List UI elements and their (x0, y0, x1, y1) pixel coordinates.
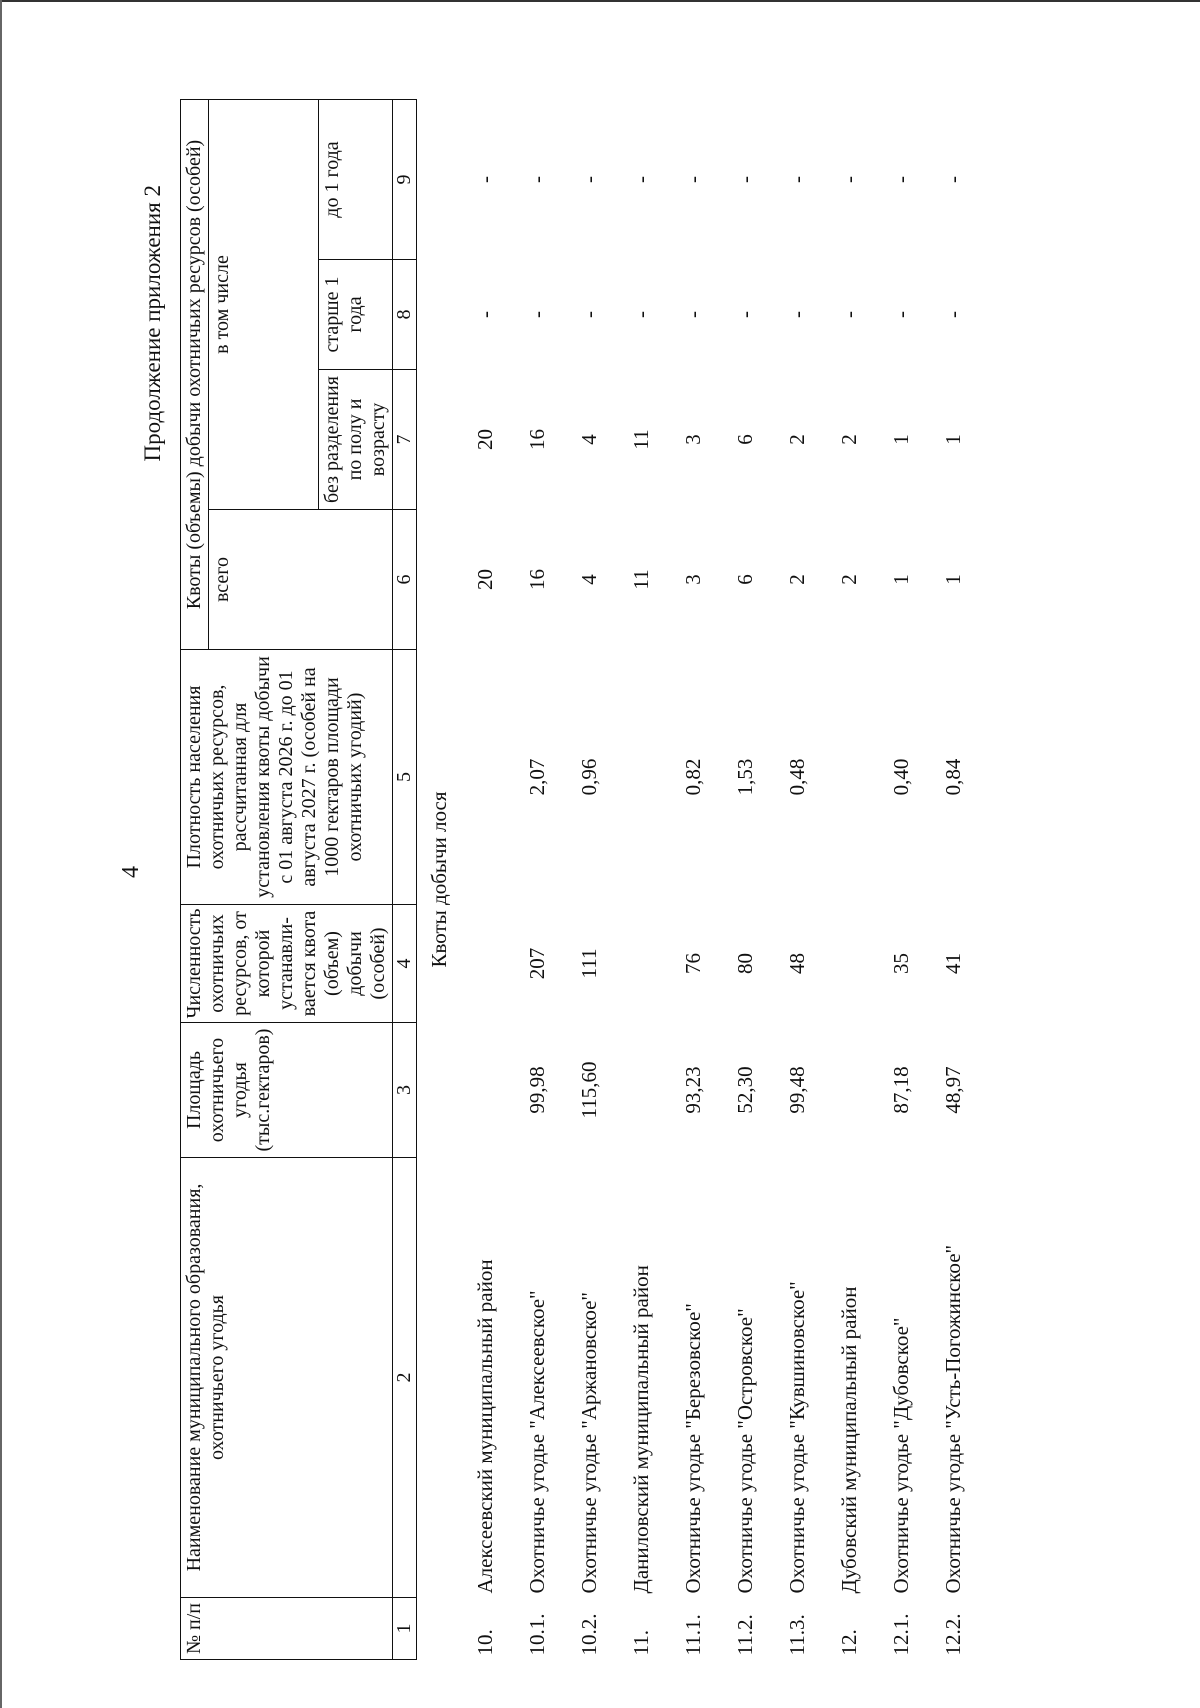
row-population: 111 (577, 948, 602, 979)
row-quota-older: - (577, 311, 602, 318)
appendix-title: Продолжение приложения 2 (140, 185, 165, 462)
row-quota-total: 2 (785, 574, 810, 585)
row-quota-no-sex-age: 20 (473, 429, 498, 450)
row-quota-older: - (733, 311, 758, 318)
row-area: 93,23 (681, 1066, 706, 1114)
row-number: 11. (629, 1630, 654, 1656)
row-quota-younger: - (473, 176, 498, 183)
row-quota-younger: - (629, 176, 654, 183)
row-number: 11.2. (733, 1614, 758, 1656)
row-quota-older: - (525, 311, 550, 318)
section-title: Квоты добычи лося (427, 791, 451, 968)
row-density (459, 650, 511, 905)
table-row (823, 100, 875, 1660)
row-quota-younger: - (889, 176, 914, 183)
col-header-including: в том числе (209, 100, 319, 510)
row-area: 115,60 (577, 1061, 602, 1119)
column-number: 5 (393, 650, 417, 905)
row-population (459, 905, 511, 1023)
row-quota-younger: - (941, 176, 966, 183)
row-density: 2,07 (525, 758, 550, 796)
row-name: Даниловский муниципальный район (629, 1265, 654, 1594)
row-population: 76 (681, 953, 706, 974)
row-name: Охотничье угодье "Алексеевское" (525, 1290, 550, 1594)
row-population: 48 (785, 953, 810, 974)
row-name: Охотничье угодье "Дубовское" (889, 1317, 914, 1594)
row-quota-total: 1 (941, 574, 966, 585)
row-quota-total: 2 (837, 574, 862, 585)
table-row (927, 100, 979, 1660)
table-row (771, 100, 823, 1660)
col-header-total: всего (209, 510, 393, 650)
row-number: 12.2. (941, 1613, 966, 1656)
row-quota-younger: - (837, 176, 862, 183)
row-area (459, 1023, 511, 1158)
row-population: 41 (941, 953, 966, 974)
row-area: 48,97 (941, 1066, 966, 1114)
row-area (615, 1023, 667, 1158)
row-number: 10. (473, 1629, 498, 1656)
row-number: 10.2. (577, 1613, 602, 1656)
row-quota-older: - (941, 311, 966, 318)
col-header-younger: до 1 года (319, 100, 393, 260)
row-name: Алексеевский муниципальный район (473, 1259, 498, 1594)
row-density (615, 650, 667, 905)
table-row (667, 100, 719, 1660)
row-name: Охотничье угодье "Березовское" (681, 1303, 706, 1594)
col-header-no-sex-age: без разделения по полу и возрасту (319, 370, 393, 510)
table-body (417, 100, 980, 1660)
row-quota-younger: - (733, 176, 758, 183)
row-number: 11.3. (785, 1614, 810, 1656)
row-quota-no-sex-age: 4 (577, 434, 602, 445)
row-quota-total: 11 (629, 569, 654, 590)
row-density: 0,96 (577, 758, 602, 796)
table-row (563, 100, 615, 1660)
table-row (511, 100, 563, 1660)
table-row (459, 100, 511, 1660)
row-quota-older: - (629, 311, 654, 318)
row-quota-no-sex-age: 1 (889, 434, 914, 445)
row-population: 207 (525, 947, 550, 980)
column-number: 8 (393, 260, 417, 370)
col-header-name: Наименование муниципального образования, охотничьего угодья (181, 1158, 393, 1598)
column-number: 2 (393, 1158, 417, 1598)
col-header-density: Плотность населения охотничьих ресурсов, рассчитанная для установления квоты добычи с 01 августа 2026 г. до 01 августа 2027 г. (особей на 1000 гектаров площади охотничьих угодий) (181, 650, 393, 905)
row-quota-no-sex-age: 11 (629, 429, 654, 450)
row-quota-older: - (889, 311, 914, 318)
row-quota-no-sex-age: 1 (941, 434, 966, 445)
row-quota-older: - (837, 311, 862, 318)
row-area (823, 1023, 875, 1158)
row-quota-no-sex-age: 16 (525, 429, 550, 450)
row-quota-older: - (681, 311, 706, 318)
row-name: Охотничье угодье "Островское" (733, 1308, 758, 1594)
row-area: 99,48 (785, 1066, 810, 1114)
quota-table (180, 99, 979, 1660)
row-density: 0,48 (785, 758, 810, 796)
row-quota-older: - (785, 311, 810, 318)
row-quota-younger: - (525, 176, 550, 183)
row-quota-younger: - (577, 176, 602, 183)
row-quota-no-sex-age: 2 (837, 434, 862, 445)
row-population (823, 905, 875, 1023)
row-name: Охотничье угодье "Усть-Погожинское" (941, 1244, 966, 1594)
table-row (615, 100, 667, 1660)
row-population: 35 (889, 953, 914, 974)
col-header-quotas: Квоты (объемы) добычи охотничьих ресурсов (особей) (181, 100, 209, 650)
row-quota-younger: - (681, 176, 706, 183)
column-number-row (393, 100, 417, 1660)
row-area: 52,30 (733, 1066, 758, 1114)
row-name: Охотничье угодье "Аржановское" (577, 1292, 602, 1594)
row-population (615, 905, 667, 1023)
column-number: 3 (393, 1023, 417, 1158)
row-number: 10.1. (525, 1613, 550, 1656)
table-row (719, 100, 771, 1660)
row-quota-total: 4 (577, 574, 602, 585)
row-density (823, 650, 875, 905)
row-quota-no-sex-age: 3 (681, 434, 706, 445)
row-name: Охотничье угодье "Кувшиновское" (785, 1281, 810, 1594)
row-population: 80 (733, 953, 758, 974)
row-quota-total: 6 (733, 574, 758, 585)
section-row (417, 100, 460, 1660)
row-name: Дубовский муниципальный район (837, 1286, 862, 1594)
row-density: 0,84 (941, 758, 966, 796)
column-number: 4 (393, 905, 417, 1023)
row-density: 0,40 (889, 758, 914, 796)
row-quota-total: 20 (473, 569, 498, 590)
row-density: 1,53 (733, 758, 758, 796)
row-number: 12. (837, 1629, 862, 1656)
row-quota-older: - (473, 311, 498, 318)
row-quota-total: 1 (889, 574, 914, 585)
row-area: 87,18 (889, 1066, 914, 1114)
col-header-area: Площадь охотничьего угодья (тыс.гектаров) (181, 1023, 393, 1158)
row-quota-no-sex-age: 2 (785, 434, 810, 445)
column-number: 6 (393, 510, 417, 650)
row-quota-total: 16 (525, 569, 550, 590)
row-quota-no-sex-age: 6 (733, 434, 758, 445)
row-number: 11.1. (681, 1614, 706, 1656)
table-row (875, 100, 927, 1660)
col-header-older: старше 1 года (319, 260, 393, 370)
col-header-population: Численность охотничьих ресурсов, от которой устанавли-вается квота (объем) добычи (особей) (181, 905, 393, 1023)
page-number: 4 (118, 866, 144, 878)
row-density: 0,82 (681, 758, 706, 796)
row-number: 12.1. (889, 1613, 914, 1656)
row-quota-younger: - (785, 176, 810, 183)
column-number: 9 (393, 100, 417, 260)
col-header-num: № п/п (181, 1598, 393, 1660)
column-number: 7 (393, 370, 417, 510)
column-number: 1 (393, 1598, 417, 1660)
row-quota-total: 3 (681, 574, 706, 585)
row-area: 99,98 (525, 1066, 550, 1114)
